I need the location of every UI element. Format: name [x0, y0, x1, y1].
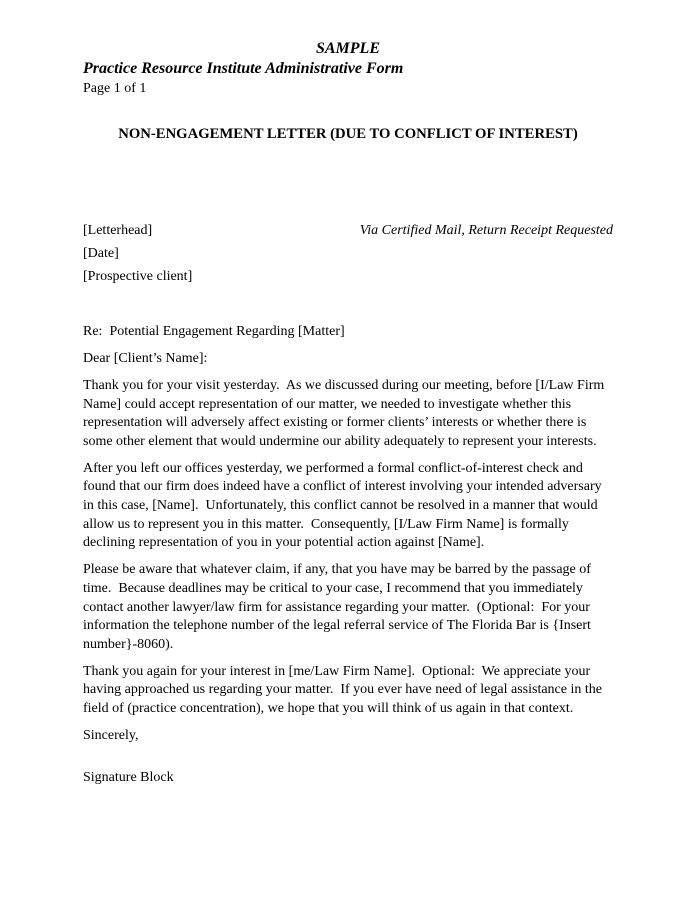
- letterhead-row: [83, 222, 613, 241]
- body-paragraph: After you left our offices yesterday, we performed a formal conflict-of-interest check and found that our firm does indeed have a conflict of interest involving your intended adversary in this case, [Name]. Unfortunately, this conflict cannot be resolved in a manner that would allow us to represent you in this matter. Consequently, [I/Law Firm Name] is formally declining representation of you in your potential action against [Name].: [83, 460, 606, 551]
- sample-watermark-label: SAMPLE: [315, 40, 380, 57]
- re-subject-line: Re: Potential Engagement Regarding [Matter]: [83, 324, 345, 340]
- signature-block-placeholder: Signature Block: [83, 770, 174, 786]
- letter-title: NON-ENGAGEMENT LETTER (DUE TO CONFLICT OF INTEREST): [118, 126, 578, 142]
- closing-line: Sincerely,: [83, 727, 139, 743]
- form-title: Practice Resource Institute Administrative Form: [83, 60, 404, 77]
- letterhead-placeholder: [Letterhead]: [83, 222, 153, 238]
- salutation: Dear [Client’s Name]:: [83, 351, 208, 367]
- page-number: Page 1 of 1: [83, 81, 147, 96]
- body-paragraph: Thank you again for your interest in [me/Law Firm Name]. Optional: We appreciate your having approached us regarding your matter. If you ever have need of legal assistance in the field of (practice concentration), we hope that you will think of us again in that context.: [83, 663, 606, 717]
- recipient-placeholder: [Prospective client]: [83, 268, 193, 284]
- body-paragraph: Please be aware that whatever claim, if any, that you have may be barred by the passage of time. Because deadlines may be critical to your case, I recommend that you immediately contact another lawyer/law firm for assistance regarding your matter. (Optional: For your information the telephone number of the legal referral service of The Florida Bar is {Insert number}-8060).: [83, 562, 595, 652]
- delivery-method-note: Via Certified Mail, Return Receipt Requested: [359, 222, 613, 238]
- date-placeholder: [Date]: [83, 245, 119, 261]
- body-paragraph: Thank you for your visit yesterday. As we discussed during our meeting, before [I/Law Firm Name] could accept representation of our matter, we needed to investigate whether this representation will adversely affect existing or former clients’ interests or whether there is some other element that would undermine our ability adequately to represent your interests.: [83, 377, 608, 449]
